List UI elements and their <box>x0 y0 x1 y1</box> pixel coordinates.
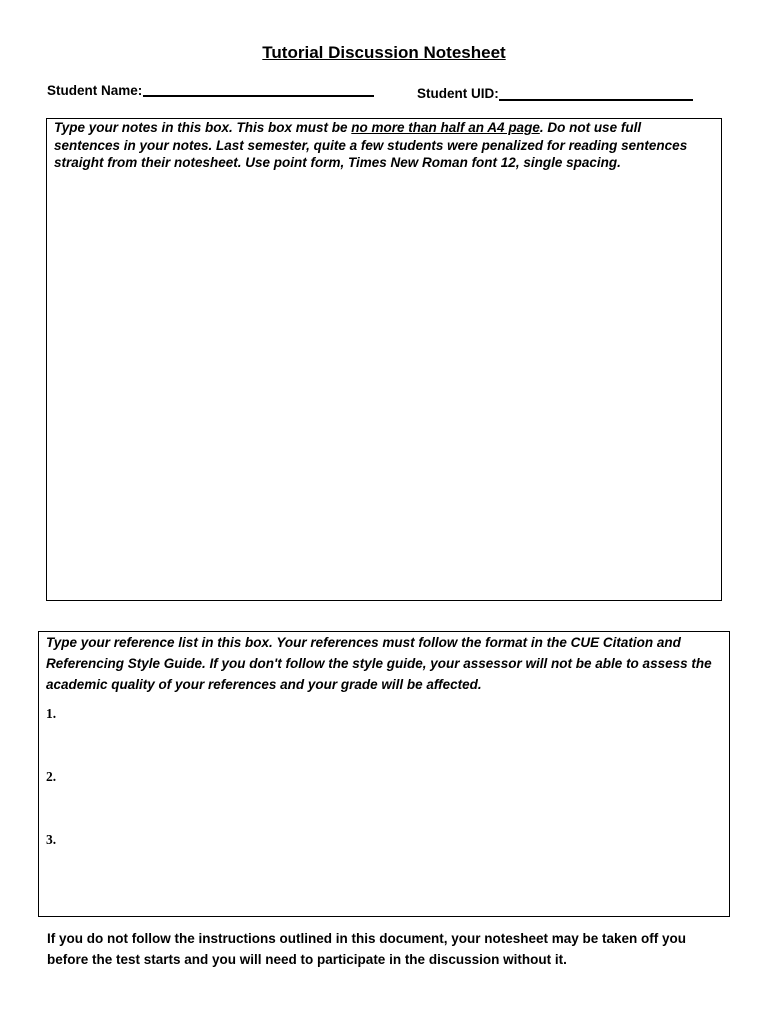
notes-box[interactable] <box>46 118 722 601</box>
student-name-label: Student Name: <box>47 83 143 98</box>
reference-item-1: 1. <box>46 706 57 721</box>
student-uid-field[interactable] <box>499 99 693 101</box>
reference-item-3: 3. <box>46 832 57 847</box>
reference-instructions: Type your reference list in this box. Your references must follow the format in the CUE Citation and Referencing Style Guide. If you don't follow the style guide, your assessor will not be able to assess the academic quality of your references and your grade will be affected. <box>46 635 712 692</box>
student-name-field[interactable] <box>143 95 374 97</box>
page-title: Tutorial Discussion Notesheet <box>262 43 506 62</box>
reference-item-2: 2. <box>46 769 57 784</box>
student-uid-label: Student UID: <box>417 86 499 101</box>
notes-instructions-emphasis: no more than half an A4 page <box>351 120 540 135</box>
notes-instructions-part: . Do not use full sentences in your notes. Last semester, quite a few students were penalized for reading sentences straight from their notesheet. Use point form, Times New Roman font 12, single spacing. <box>54 120 688 170</box>
footer-note: If you do not follow the instructions outlined in this document, your notesheet may be taken off you before the test starts and you will need to participate in the discussion without it. <box>47 931 687 967</box>
notes-instructions <box>54 119 706 172</box>
notes-instructions-part: Type your notes in this box. This box must be <box>54 120 352 135</box>
